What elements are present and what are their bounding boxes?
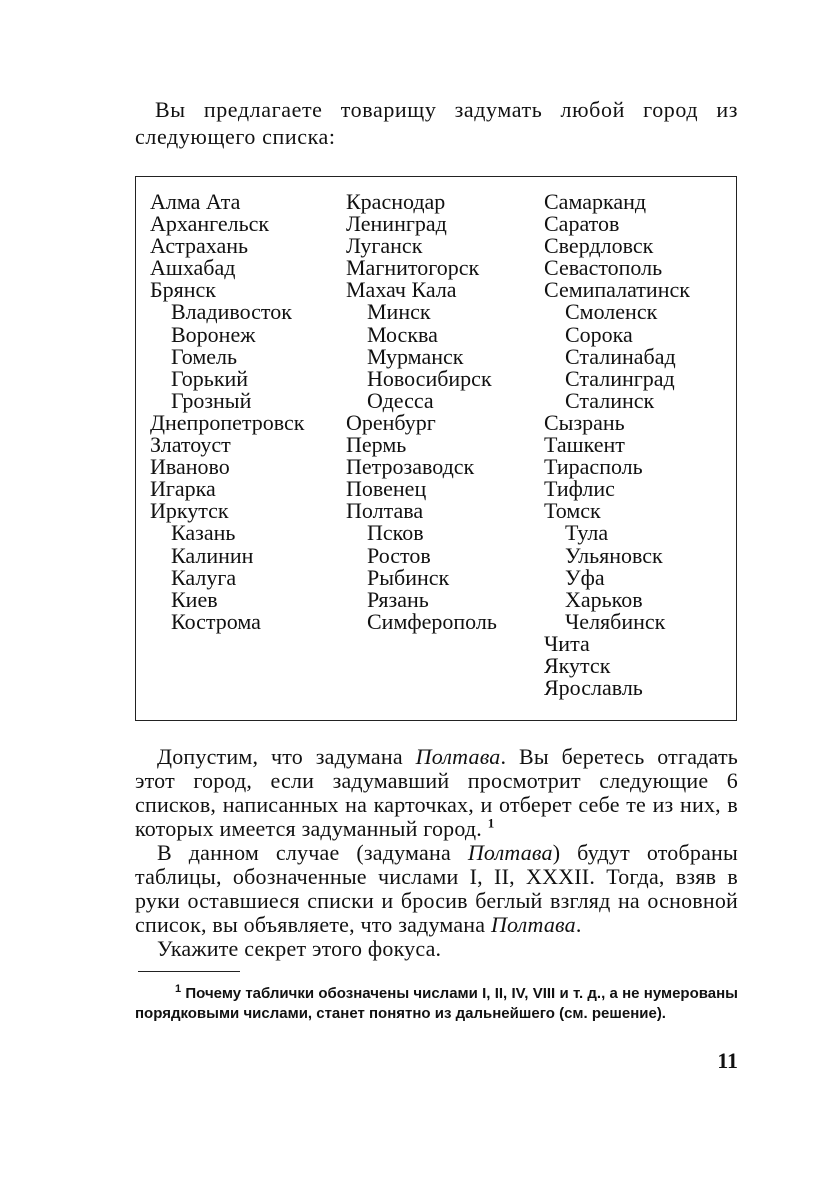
city-item: Сталинград bbox=[565, 365, 675, 391]
city-item: Брянск bbox=[150, 277, 216, 303]
city-item: Псков bbox=[367, 520, 424, 546]
city-item: Калуга bbox=[171, 564, 237, 590]
city-item: Астрахань bbox=[150, 233, 249, 259]
city-item: Алма Ата bbox=[150, 189, 241, 214]
city-item: Пермь bbox=[346, 432, 407, 458]
city-item: Смоленск bbox=[565, 299, 658, 325]
city-item: Калинин bbox=[171, 542, 254, 568]
city-item: Луганск bbox=[346, 233, 423, 259]
city-item: Повенец bbox=[346, 476, 427, 502]
city-item: Семипалатинск bbox=[544, 277, 690, 303]
city-item: Сталинск bbox=[565, 387, 655, 413]
city-item: Тула bbox=[565, 520, 609, 546]
city-column-1 bbox=[150, 191, 304, 633]
city-item: Одесса bbox=[367, 387, 434, 413]
city-item: Грозный bbox=[171, 387, 252, 413]
city-item: Ашхабад bbox=[150, 255, 236, 281]
city-item: Киев bbox=[171, 586, 218, 612]
city-item: Москва bbox=[367, 321, 438, 347]
city-item: Краснодар bbox=[346, 189, 446, 214]
emphasis-poltava: Полтава bbox=[490, 912, 576, 937]
paragraph-3: Укажите секрет этого фокуса. bbox=[157, 936, 442, 961]
city-item: Сорока bbox=[565, 321, 633, 347]
body-text bbox=[135, 745, 738, 961]
city-item: Самарканд bbox=[544, 189, 647, 214]
city-item: Свердловск bbox=[544, 233, 654, 259]
city-item: Якутск bbox=[544, 652, 611, 678]
city-item: Харьков bbox=[565, 586, 643, 612]
city-item: Иваново bbox=[150, 454, 230, 480]
city-item: Полтава bbox=[346, 498, 424, 524]
city-item: Златоуст bbox=[150, 432, 231, 458]
emphasis-poltava: Полтава bbox=[467, 840, 553, 865]
city-item: Челябинск bbox=[565, 608, 666, 634]
city-item: Ульяновск bbox=[565, 542, 663, 568]
footnote-rule bbox=[138, 971, 240, 972]
city-item: Сталинабад bbox=[565, 343, 676, 369]
city-item: Новосибирск bbox=[367, 365, 492, 391]
city-item: Ташкент bbox=[544, 432, 625, 458]
city-item: Уфа bbox=[565, 564, 605, 590]
city-item: Иркутск bbox=[150, 498, 229, 524]
city-item: Кострома bbox=[171, 608, 261, 634]
city-item: Петрозаводск bbox=[346, 454, 475, 480]
city-column-2 bbox=[346, 191, 497, 633]
city-item: Оренбург bbox=[346, 409, 436, 435]
emphasis-poltava: Полтава bbox=[415, 744, 501, 769]
city-item: Магнитогорск bbox=[346, 255, 480, 281]
city-item: Сызрань bbox=[544, 409, 625, 435]
city-item: Махач Кала bbox=[346, 277, 457, 303]
city-item: Чита bbox=[544, 630, 590, 656]
city-item: Игарка bbox=[150, 476, 216, 502]
city-item: Минск bbox=[367, 299, 431, 325]
footnote-text: Почему таблички обозначены числами I, II, IV, VIII и т. д., а не нумерованы порядковыми числами, станет понятно из дальнейшего (см. решение). bbox=[135, 985, 738, 1022]
city-item: Архангельск bbox=[150, 211, 270, 237]
city-item: Томск bbox=[544, 498, 601, 524]
footnote bbox=[135, 984, 738, 1024]
city-item: Рязань bbox=[367, 586, 429, 612]
intro-paragraph: Вы предлагаете товарищу задумать любой город из следующего списка: bbox=[135, 97, 738, 149]
city-item: Ленинград bbox=[346, 211, 447, 237]
city-item: Казань bbox=[171, 520, 236, 546]
city-list-box bbox=[135, 176, 737, 721]
city-item: Горький bbox=[171, 365, 249, 391]
city-item: Воронеж bbox=[171, 321, 256, 347]
city-item: Саратов bbox=[544, 211, 620, 237]
city-column-3 bbox=[544, 191, 690, 699]
page-number: 11 bbox=[717, 1048, 738, 1073]
city-item: Гомель bbox=[171, 343, 238, 369]
city-item: Днепропетровск bbox=[150, 409, 305, 435]
city-item: Севастополь bbox=[544, 255, 663, 281]
paragraph-2: В данном случае (задумана Полтава) будут отобраны таблицы, обозначенные числами I, II, XXXII. Тогда, взяв в руки оставшиеся списки и бросив беглый взгляд на основной список, вы объявляете, что задумана Полтава. bbox=[135, 840, 738, 937]
paragraph-1: Допустим, что задумана Полтава. Вы беретесь отгадать этот город, если задумавший просмотрит следующие 6 списков, написанных на карточках, и отберет себе те из них, в которых имеется задуманный город. $^1$ bbox=[135, 744, 738, 841]
city-item: Симферополь bbox=[367, 608, 497, 634]
city-item: Ростов bbox=[367, 542, 431, 568]
city-item: Тифлис bbox=[544, 476, 615, 502]
city-item: Владивосток bbox=[171, 299, 292, 325]
city-item: Рыбинск bbox=[367, 564, 450, 590]
city-item: Мурманск bbox=[367, 343, 464, 369]
footnote-mark: 1 bbox=[175, 983, 182, 995]
footnote-reference: 1 bbox=[487, 815, 495, 831]
city-item: Тирасполь bbox=[544, 454, 643, 480]
city-item: Ярославль bbox=[544, 675, 643, 701]
